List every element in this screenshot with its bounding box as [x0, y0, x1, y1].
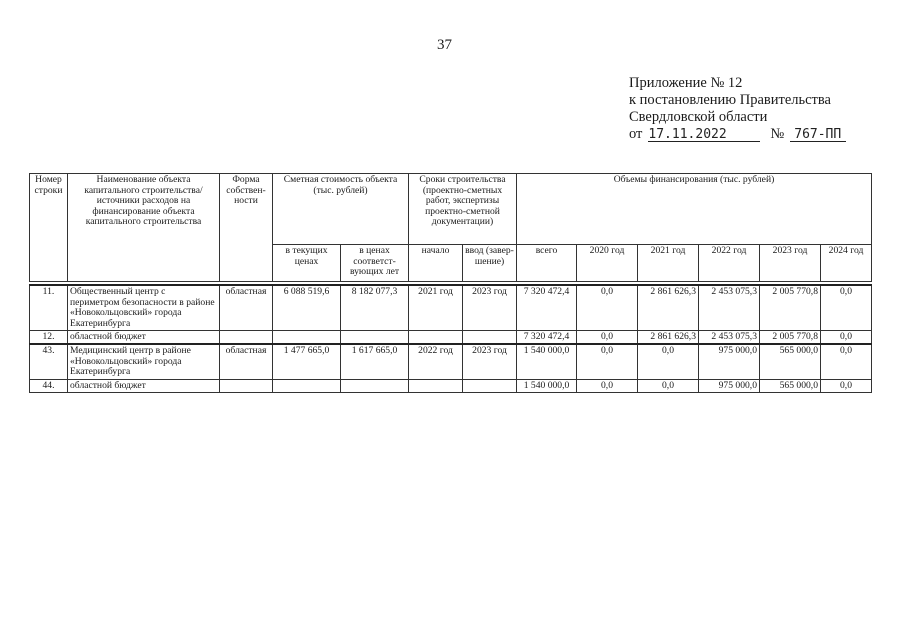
header-object-name: Наименование объекта капитального строительства/ источники расходов на финансирование объекта капитального строительства: [68, 174, 220, 282]
cell-2024: 0,0: [821, 344, 872, 379]
cell-2024: 0,0: [821, 379, 872, 393]
appendix-resolution-line: к постановлению Правительства: [629, 92, 831, 108]
cell-end: [463, 379, 517, 393]
appendix-block: [629, 75, 846, 143]
cell-object-name: областной бюджет: [68, 331, 220, 345]
cell-2020: 0,0: [577, 331, 638, 345]
number-label: №: [770, 126, 785, 142]
cell-object-name: Медицинский центр в районе «Новокольцовский» города Екатеринбурга: [68, 344, 220, 379]
header-total: всего: [517, 245, 577, 282]
cell-row-number: 43.: [30, 344, 68, 379]
resolution-number: 767-ПП: [790, 128, 846, 142]
table-row: [30, 285, 872, 331]
header-2022: 2022 год: [699, 245, 760, 282]
from-label: от: [629, 126, 643, 142]
appendix-date-line: [629, 126, 846, 143]
cell-start: [409, 379, 463, 393]
page-number: 37: [437, 37, 452, 53]
header-2023: 2023 год: [760, 245, 821, 282]
cell-2022: 975 000,0: [699, 344, 760, 379]
cell-total: 1 540 000,0: [517, 379, 577, 393]
header-funding-volumes: Объемы финансирования (тыс. рублей): [517, 174, 872, 245]
header-2020: 2020 год: [577, 245, 638, 282]
cell-2021: 0,0: [638, 379, 699, 393]
table-object-11: [29, 284, 872, 345]
cell-object-name: областной бюджет: [68, 379, 220, 393]
cell-2021: 2 861 626,3: [638, 285, 699, 331]
appendix-title: Приложение № 12: [629, 75, 743, 91]
cell-row-number: 12.: [30, 331, 68, 345]
cell-ownership: областная: [220, 344, 273, 379]
table-header: [29, 173, 872, 282]
header-estimated-cost: Сметная стоимость объекта (тыс. рублей): [273, 174, 409, 245]
cell-2024: 0,0: [821, 285, 872, 331]
header-2024: 2024 год: [821, 245, 872, 282]
cell-start: [409, 331, 463, 345]
cell-2023: 565 000,0: [760, 379, 821, 393]
cell-end: 2023 год: [463, 344, 517, 379]
cell-total: 1 540 000,0: [517, 344, 577, 379]
cell-object-name: Общественный центр с периметром безопасности в районе «Новокольцовский» города Екатеринбурга: [68, 285, 220, 331]
cell-start: 2021 год: [409, 285, 463, 331]
cell-2023: 565 000,0: [760, 344, 821, 379]
cell-current-prices: [273, 331, 341, 345]
cell-corresponding-prices: 8 182 077,3: [341, 285, 409, 331]
table-object-43: [29, 343, 872, 393]
table-row: [30, 344, 872, 379]
cell-row-number: 44.: [30, 379, 68, 393]
header-current-prices: в текущих ценах: [273, 245, 341, 282]
appendix-region-line: Свердловской области: [629, 109, 768, 125]
cell-2020: 0,0: [577, 379, 638, 393]
cell-ownership: областная: [220, 285, 273, 331]
table-row: [30, 331, 872, 345]
cell-corresponding-prices: 1 617 665,0: [341, 344, 409, 379]
header-row-number: Номер строки: [30, 174, 68, 282]
cell-2021: 2 861 626,3: [638, 331, 699, 345]
header-corresponding-prices: в ценах соответст-вующих лет: [341, 245, 409, 282]
cell-2023: 2 005 770,8: [760, 331, 821, 345]
table-row: [30, 379, 872, 393]
cell-2022: 2 453 075,3: [699, 285, 760, 331]
cell-current-prices: 6 088 519,6: [273, 285, 341, 331]
header-2021: 2021 год: [638, 245, 699, 282]
cell-2020: 0,0: [577, 344, 638, 379]
header-commissioning: ввод (завер-шение): [463, 245, 517, 282]
header-construction-terms: Сроки строительства (проектно-сметных работ, экспертизы проектно-сметной документации): [409, 174, 517, 245]
cell-ownership: [220, 379, 273, 393]
cell-2022: 975 000,0: [699, 379, 760, 393]
cell-end: 2023 год: [463, 285, 517, 331]
cell-2021: 0,0: [638, 344, 699, 379]
cell-2023: 2 005 770,8: [760, 285, 821, 331]
cell-2022: 2 453 075,3: [699, 331, 760, 345]
cell-ownership: [220, 331, 273, 345]
header-ownership: Форма собствен-ности: [220, 174, 273, 282]
cell-total: 7 320 472,4: [517, 331, 577, 345]
header-start: начало: [409, 245, 463, 282]
cell-corresponding-prices: [341, 331, 409, 345]
cell-current-prices: 1 477 665,0: [273, 344, 341, 379]
cell-corresponding-prices: [341, 379, 409, 393]
cell-start: 2022 год: [409, 344, 463, 379]
cell-2020: 0,0: [577, 285, 638, 331]
cell-end: [463, 331, 517, 345]
cell-total: 7 320 472,4: [517, 285, 577, 331]
cell-row-number: 11.: [30, 285, 68, 331]
resolution-date: 17.11.2022: [648, 128, 760, 142]
cell-2024: 0,0: [821, 331, 872, 345]
cell-current-prices: [273, 379, 341, 393]
